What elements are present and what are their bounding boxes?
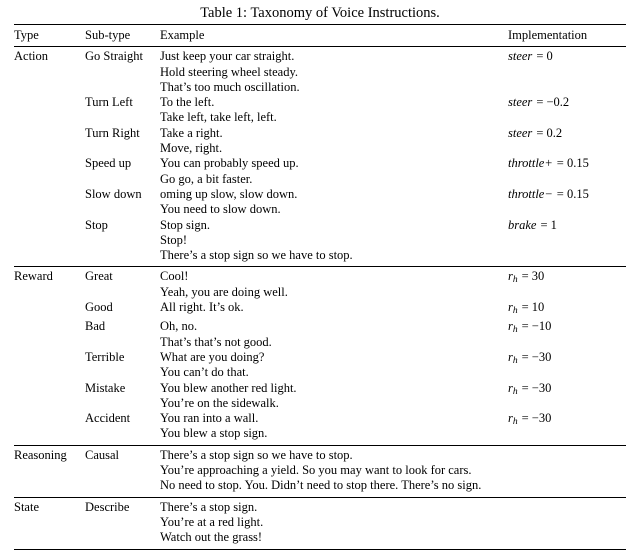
subtype-cell: Terrible (85, 349, 125, 364)
example-cell (160, 500, 508, 546)
example-line: Watch out the grass! (160, 530, 263, 545)
table-row (85, 49, 626, 95)
example-line: You can probably speed up. (160, 156, 299, 171)
impl-variable: r (508, 349, 513, 364)
table-row (85, 187, 626, 218)
example-line: You can’t do that. (160, 365, 249, 380)
subtype-cell: Causal (85, 447, 120, 462)
impl-value: = 0.15 (556, 156, 589, 171)
example-line: You need to slow down. (160, 202, 281, 217)
example-line: Oh, no. (160, 319, 198, 334)
example-line: What are you doing? (160, 349, 265, 364)
impl-variable: r (508, 380, 513, 395)
subtype-cell: Good (85, 300, 113, 315)
impl-subscript: h (512, 325, 518, 336)
section-action (14, 47, 626, 266)
implementation-cell (508, 218, 626, 264)
impl-variable: r (508, 411, 513, 426)
subtype-cell: Great (85, 269, 113, 284)
impl-variable: r (508, 269, 513, 284)
table-row (85, 95, 626, 126)
implementation-cell (508, 49, 626, 95)
example-cell (160, 319, 508, 350)
example-cell (160, 448, 508, 494)
implementation-cell (508, 300, 626, 319)
example-line: You blew a stop sign. (160, 426, 268, 441)
example-line: Cool! (160, 269, 189, 284)
type-cell: Reasoning (14, 447, 67, 462)
example-line: Stop sign. (160, 217, 211, 232)
column-header-example: Example (160, 28, 205, 42)
example-cell (160, 300, 508, 319)
example-line: Hold steering wheel steady. (160, 64, 299, 79)
example-cell (160, 156, 508, 187)
example-line: That’s too much oscillation. (160, 79, 300, 94)
impl-value: = −30 (521, 411, 552, 426)
example-line: You ran into a wall. (160, 411, 259, 426)
column-header-subtype: Sub-type (85, 28, 131, 42)
section-rows (85, 448, 626, 494)
subtype-cell: Go Straight (85, 49, 143, 64)
implementation-cell (508, 381, 626, 412)
example-line: Take left, take left, left. (160, 110, 277, 125)
example-line: No need to stop. You. Didn’t need to stop there. There’s no sign. (160, 478, 482, 493)
impl-subscript: h (512, 386, 518, 397)
example-line: You’re at a red light. (160, 514, 264, 529)
example-line: Take a right. (160, 125, 223, 140)
implementation-cell (508, 500, 626, 546)
table-row (85, 269, 626, 300)
subtype-cell: Bad (85, 319, 106, 334)
implementation-cell (508, 269, 626, 300)
example-line: All right. It’s ok. (160, 300, 244, 315)
table-row (85, 448, 626, 494)
implementation-cell (508, 411, 626, 442)
impl-value: = −30 (521, 349, 552, 364)
impl-value: = −10 (521, 319, 552, 334)
subtype-cell: Turn Right (85, 125, 140, 140)
taxonomy-table (14, 24, 626, 550)
example-line: There’s a stop sign. (160, 499, 258, 514)
subtype-cell: Speed up (85, 156, 132, 171)
example-line: To the left. (160, 95, 215, 110)
example-cell (160, 126, 508, 157)
impl-value: = −0.2 (536, 95, 570, 110)
example-line: Just keep your car straight. (160, 49, 295, 64)
impl-subscript: h (512, 417, 518, 428)
implementation-cell (508, 448, 626, 494)
implementation-cell (508, 156, 626, 187)
impl-value: = 0.2 (536, 125, 563, 140)
example-cell (160, 381, 508, 412)
example-cell (160, 218, 508, 264)
subtype-cell: Accident (85, 411, 131, 426)
subtype-cell: Describe (85, 499, 130, 514)
impl-variable: throttle− (508, 186, 553, 201)
impl-subscript: h (512, 275, 518, 286)
impl-value: = −30 (521, 380, 552, 395)
example-line: That’s that’s not good. (160, 334, 272, 349)
implementation-cell (508, 350, 626, 381)
impl-subscript: h (512, 355, 518, 366)
impl-value: = 30 (521, 269, 545, 284)
section-rows (85, 49, 626, 263)
example-line: Go go, a bit faster. (160, 171, 253, 186)
column-header-implementation: Implementation (508, 28, 588, 42)
impl-variable: steer (508, 125, 533, 140)
example-line: You blew another red light. (160, 380, 297, 395)
implementation-cell (508, 187, 626, 218)
example-cell (160, 187, 508, 218)
table-row (85, 500, 626, 546)
section-reward (14, 266, 626, 444)
implementation-cell (508, 126, 626, 157)
impl-variable: r (508, 319, 513, 334)
implementation-cell (508, 95, 626, 126)
example-line: There’s a stop sign so we have to stop. (160, 447, 353, 462)
example-line: Move, right. (160, 141, 223, 156)
example-line: You’re on the sidewalk. (160, 395, 279, 410)
example-cell (160, 269, 508, 300)
subtype-cell: Turn Left (85, 95, 133, 110)
impl-value: = 0 (536, 49, 553, 64)
table-row (85, 218, 626, 264)
table-caption: Table 1: Taxonomy of Voice Instructions. (200, 5, 440, 21)
type-cell: Action (14, 49, 49, 64)
section-rows (85, 500, 626, 546)
example-line: There’s a stop sign so we have to stop. (160, 248, 353, 263)
table-row (85, 319, 626, 350)
subtype-cell: Slow down (85, 186, 142, 201)
example-cell (160, 350, 508, 381)
type-cell: Reward (14, 269, 53, 284)
column-header-type: Type (14, 28, 39, 42)
impl-subscript: h (512, 306, 518, 317)
impl-variable: r (508, 300, 513, 315)
example-cell (160, 95, 508, 126)
example-line: oming up slow, slow down. (160, 186, 298, 201)
type-cell: State (14, 499, 39, 514)
table-row (85, 411, 626, 442)
impl-value: = 10 (521, 300, 545, 315)
table-row (85, 381, 626, 412)
subtype-cell: Stop (85, 217, 108, 232)
example-line: Stop! (160, 232, 188, 247)
example-cell (160, 49, 508, 95)
example-cell (160, 411, 508, 442)
impl-variable: steer (508, 49, 533, 64)
table-row (85, 300, 626, 319)
impl-value: = 0.15 (556, 186, 589, 201)
section-state (14, 497, 626, 549)
example-line: You’re approaching a yield. So you may want to look for cars. (160, 463, 472, 478)
impl-variable: brake (508, 217, 537, 232)
impl-value: = 1 (540, 217, 557, 232)
table-row (85, 126, 626, 157)
table-row (85, 350, 626, 381)
table-header-row (14, 25, 626, 47)
table-row (85, 156, 626, 187)
impl-variable: steer (508, 95, 533, 110)
impl-variable: throttle+ (508, 156, 553, 171)
section-rows (85, 269, 626, 441)
example-line: Yeah, you are doing well. (160, 284, 288, 299)
implementation-cell (508, 319, 626, 350)
section-reasoning (14, 445, 626, 497)
subtype-cell: Mistake (85, 380, 126, 395)
